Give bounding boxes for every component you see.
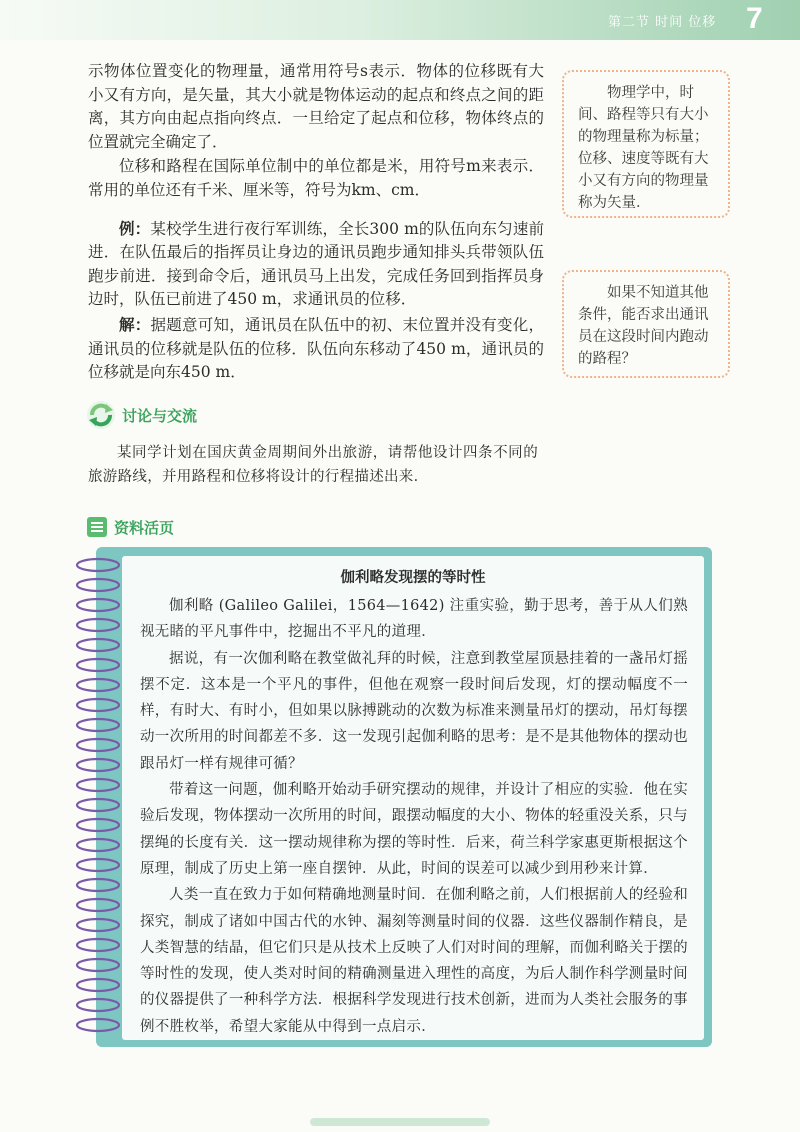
solution-text: 据题意可知，通讯员在队伍中的初、末位置并没有变化，通讯员的位移就是队伍的位移．队伍向东移动了450 m，通讯员的位移就是向东450 m． (88, 315, 544, 382)
info-box-text (140, 593, 688, 1040)
info-box-title: 伽利略发现摆的等时性 (340, 570, 486, 586)
info-paragraph: 人类一直在致力于如何精确地测量时间．在伽利略之前，人们根据前人的经验和探究，制成了诸如中国古代的水钟、漏刻等测量时间的仪器．这些仪器制作精良，是人类智慧的结晶，但它们只是从技术上反映了人们对时间的理解，而伽利略关于摆的等时性的发现，使人类对时间的精确测量进入理性的高度，为后人制作科学测量时间的仪器提供了一种科学方法．根据科学发现进行技术创新，进而为人类社会服务的事例不胜枚举，希望大家能从中得到一点启示． (140, 887, 688, 1035)
main-text (88, 60, 544, 385)
discussion-heading (86, 398, 197, 432)
side-note-text: 如果不知道其他条件，能否求出通讯员在这段时间内跑动的路程？ (578, 285, 709, 367)
discussion-cycle-icon (86, 400, 116, 430)
example-solution (88, 313, 544, 385)
footer-bar (310, 1118, 490, 1126)
info-paragraph: 带着这一问题，伽利略开始动手研究摆动的规律，并设计了相应的实验．他在实验后发现，物体摆动一次所用的时间，跟摆动幅度的大小、物体的轻重没关系，只与摆绳的长度有关．这一摆动规律称为摆的等时性．后来，荷兰科学家惠更斯根据这个原理，制成了历史上第一座自摆钟．从此，时间的误差可以减少到用秒来计算． (140, 782, 688, 877)
discussion-text (88, 441, 538, 489)
discussion-title: 讨论与交流 (122, 406, 198, 425)
info-heading (86, 514, 174, 540)
side-note-text: 物理学中，时间、路程等只有大小的物理量称为标量；位移、速度等既有大小又有方向的物理量称为矢量． (578, 85, 709, 211)
info-section-label: 资料活页 (114, 518, 175, 537)
spiral-binding-icon (74, 553, 130, 1043)
discussion-paragraph: 某同学计划在国庆黄金周期间外出旅游，请帮他设计四条不同的旅游路线，并用路程和位移将设计的行程描述出来． (88, 445, 538, 485)
section-title: 第二节 时间 位移 (608, 15, 717, 30)
paragraph-units: 位移和路程在国际单位制中的单位都是米，用符号m来表示．常用的单位还有千米、厘米等，符号为km、cm． (88, 157, 544, 199)
info-paragraph: 据说，有一次伽利略在教堂做礼拜的时候，注意到教堂屋顶悬挂着的一盏吊灯摇摆不定．这本是一个平凡的事件，但他在观察一段时间后发现，灯的摆动幅度不一样，有时大、有时小，但如果以脉搏跳动的次数为标准来测量吊灯的摆动，吊灯每摆动一次所用的时间都差不多．这一发现引起伽利略的思考：是不是其他物体的摆动也跟吊灯一样有规律可循？ (140, 650, 688, 772)
example-problem (88, 217, 544, 312)
page-number: 7 (746, 2, 763, 35)
example-text: 某校学生进行夜行军训练，全长300 m的队伍向东匀速前进．在队伍最后的指挥员让身边的通讯员跑步通知排头兵带领队伍跑步前进．接到命令后，通讯员马上出发，完成任务回到指挥员身边时，队伍已前进了450 m，求通讯员的位移． (88, 219, 544, 309)
side-note-question (562, 270, 730, 378)
side-note-scalar-vector (562, 70, 730, 218)
paragraph-displacement-def: 示物体位置变化的物理量，通常用符号s表示．物体的位移既有大小又有方向，是矢量，其大小就是物体运动的起点和终点之间的距离，其方向由起点指向终点．一旦给定了起点和位移，物体终点的位置就完全确定了． (88, 62, 544, 151)
document-icon (86, 516, 108, 538)
info-paragraph: 伽利略 (Galileo Galilei，1564—1642) 注重实验，勤于思考，善于从人们熟视无睹的平凡事件中，挖掘出不平凡的道理． (140, 598, 688, 641)
solution-label: 解： (119, 314, 151, 334)
example-label: 例： (119, 218, 151, 238)
